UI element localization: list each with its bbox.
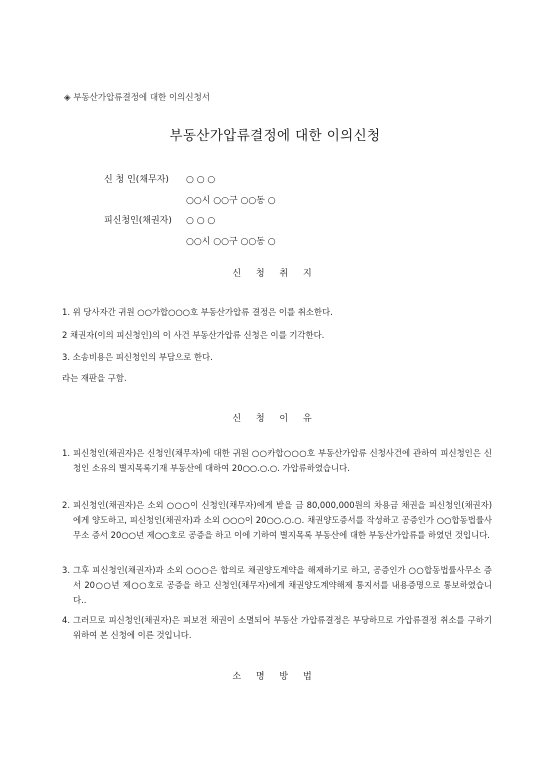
purpose-item: 2 채권자(이의 피신청인)의 이 사건 부동산가압류 신청은 이를 기각한다.: [62, 330, 325, 340]
purpose-item: 3. 소송비용은 피신청인의 부담으로 한다.: [62, 352, 213, 362]
applicant-label: 신 청 인(채무자): [104, 175, 169, 185]
document-title: 부동산가압류결정에 대한 이의신청: [169, 128, 381, 144]
reason-text: 그후 피신청인(채권자)과 소외 ○○○은 합의로 채권양도계약을 해제하기로 하고, 공증인가 ○○합동법률사무소 증서 20○○년 제○○호로 공증을 하고 신청인(채무자)에게 채권양도계약해제 통지서를 내용증명으로 통보하였습니다..: [73, 565, 492, 605]
reason-number: 4.: [62, 615, 70, 625]
applicant-name: ○ ○ ○: [186, 175, 216, 185]
respondent-address: ○○시 ○○구 ○○동 ○: [186, 237, 276, 247]
purpose-heading: 신 청 취 지: [232, 269, 318, 279]
document-header: ◈ 부동산가압류결정에 대한 이의신청서: [64, 93, 211, 103]
reason-number: 2.: [62, 500, 70, 510]
purpose-closing: 라는 재판을 구함.: [62, 373, 127, 383]
applicant-row: [104, 172, 215, 185]
reason-number: 3.: [62, 565, 70, 575]
reason-item: [62, 613, 492, 643]
reason-item: [62, 563, 492, 608]
respondent-name: ○ ○ ○: [186, 216, 216, 226]
respondent-row: [104, 213, 215, 226]
applicant-address: ○○시 ○○구 ○○동 ○: [186, 196, 276, 206]
respondent-label: 피신청인(채권자): [104, 216, 172, 226]
reason-item: [62, 446, 492, 476]
reason-text: 피신청인(채권자)은 신청인(채무자)에 대한 귀원 ○○카합○○○호 부동산가압류 신청사건에 관하여 피신청인은 신청인 소유의 별지목록기재 부동산에 대하여 20○○.○.○. 가압류하였습니다.: [73, 448, 492, 473]
reason-text: 그러므로 피신청인(채권자)은 피보전 채권이 소멸되어 부동산 가압류결정은 부당하므로 가압류결정 취소를 구하기 위하여 본 신청에 이른 것입니다.: [73, 615, 492, 640]
reason-number: 1.: [62, 448, 70, 458]
reason-text: 피신청인(채권자)은 소외 ○○○이 신청인(채무자)에게 받을 금 80,000,000원의 차용금 채권을 피신청인(채권자)에게 양도하고, 피신청인(채권자)과 소외 ○○○이 20○○.○.○. 채권양도증서를 작성하고 공증인가 ○○합동법률사무소 증서 20○○년 제○○호로 공증을 하고 이에 기하여 별지목록 부동산에 대한 부동산가압류를 하였던 것입니다.: [73, 500, 492, 540]
purpose-item: 1. 위 당사자간 귀원 ○○가합○○○호 부동산가압류 결정은 이를 취소한다.: [62, 307, 333, 317]
reason-item: [62, 498, 492, 543]
evidence-heading: 소 명 방 법: [232, 672, 318, 682]
reasons-heading: 신 청 이 유: [232, 414, 318, 424]
